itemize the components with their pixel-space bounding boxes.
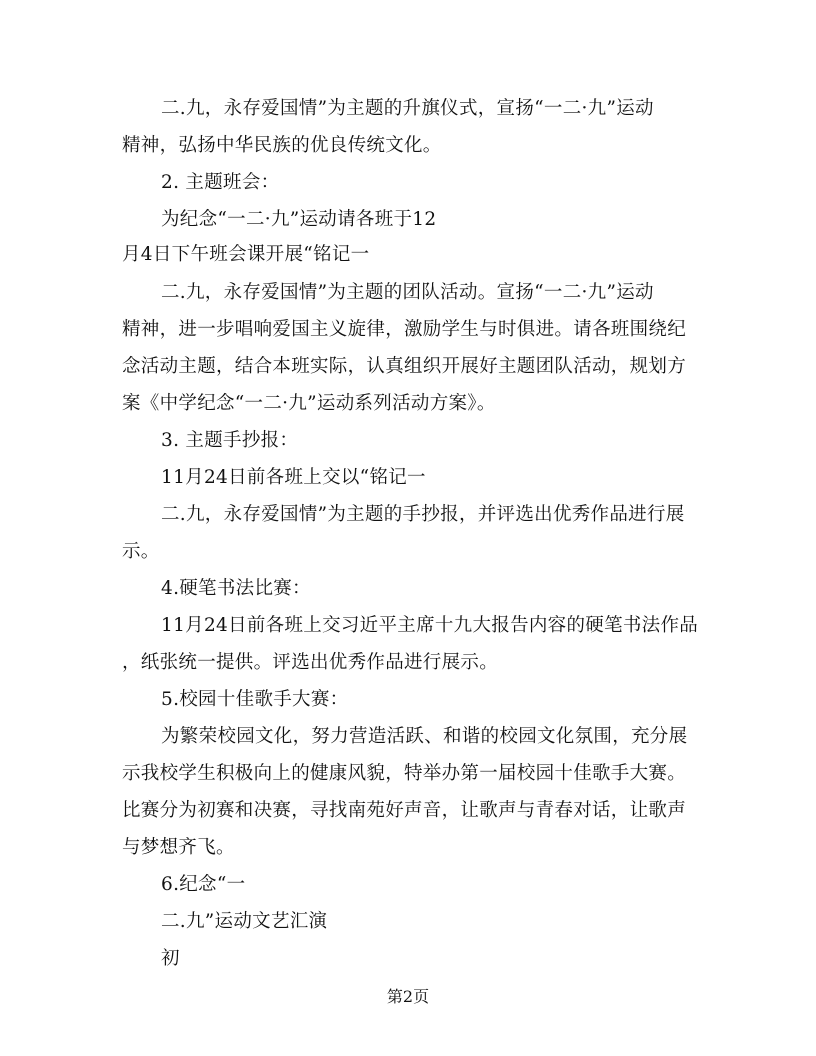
text-line: 示我校学生积极向上的健康风貌，特举办第一届校园十佳歌手大赛。 <box>122 763 687 784</box>
text-line: 11月24日前各班上交习近平主席十九大报告内容的硬笔书法作品 <box>161 615 699 636</box>
text-line: 初 <box>161 948 180 969</box>
section-heading: 4.硬笔书法比赛： <box>161 578 311 599</box>
text-line: 二.九，永存爱国情”为主题的手抄报，并评选出优秀作品进行展 <box>161 504 685 525</box>
section-heading: 2. 主题班会： <box>161 172 280 193</box>
text-line: 精神，进一步唱响爱国主义旋律，激励学生与时俱进。请各班围绕纪 <box>122 319 687 340</box>
section-heading: 5.校园十佳歌手大赛： <box>161 689 349 710</box>
text-line: 念活动主题，结合本班实际，认真组织开展好主题团队活动，规划方 <box>122 356 687 377</box>
text-line: 为繁荣校园文化，努力营造活跃、和谐的校园文化氛围，充分展 <box>161 726 688 747</box>
text-line: 二.九，永存爱国情”为主题的升旗仪式，宣扬“一二·九”运动 <box>161 98 654 119</box>
text-line: 示。 <box>122 541 160 562</box>
text-line: 为纪念“一二·九”运动请各班于12 <box>161 209 437 230</box>
text-line: 二.九”运动文艺汇演 <box>161 911 328 932</box>
text-line: ，纸张统一提供。评选出优秀作品进行展示。 <box>122 652 499 673</box>
text-line: 与梦想齐飞。 <box>122 837 235 858</box>
text-line: 案《中学纪念“一二·九”运动系列活动方案》。 <box>122 393 496 414</box>
text-line: 精神，弘扬中华民族的优良传统文化。 <box>122 135 442 156</box>
text-line: 比赛分为初赛和决赛，寻找南苑好声音，让歌声与青春对话，让歌声 <box>122 800 687 821</box>
page-number: 第2页 <box>386 987 430 1006</box>
section-heading: 3. 主题手抄报： <box>161 430 299 451</box>
section-heading: 6.纪念“一 <box>161 874 246 895</box>
text-line: 二.九，永存爱国情”为主题的团队活动。宣扬“一二·九”运动 <box>161 282 654 303</box>
text-line: 11月24日前各班上交以“铭记一 <box>161 467 426 488</box>
text-line: 月4日下午班会课开展“铭记一 <box>122 244 370 265</box>
